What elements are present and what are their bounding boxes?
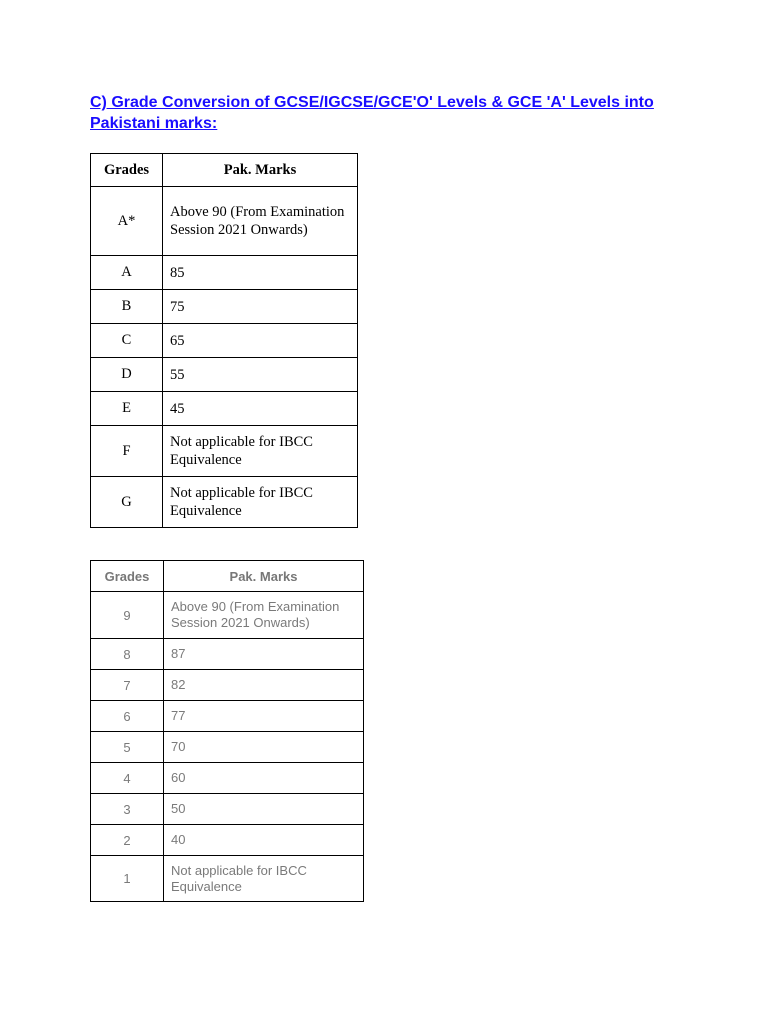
table-row — [91, 856, 364, 902]
grade-cell: C — [91, 324, 163, 358]
table-row — [91, 290, 358, 324]
grade-cell: D — [91, 358, 163, 392]
table-row — [91, 670, 364, 701]
grade-cell: 2 — [91, 825, 164, 856]
table-row — [91, 477, 358, 528]
table-row — [91, 794, 364, 825]
table-row — [91, 732, 364, 763]
grade-cell: 3 — [91, 794, 164, 825]
grade-cell: 8 — [91, 639, 164, 670]
section-heading[interactable] — [90, 92, 690, 134]
table-header-row — [91, 154, 358, 187]
grade-cell: F — [91, 426, 163, 477]
pak-marks-header: Pak. Marks — [164, 561, 364, 592]
marks-cell: Not applicable for IBCC Equivalence — [163, 426, 358, 477]
numeric-grade-table — [90, 560, 364, 902]
marks-cell: 45 — [163, 392, 358, 426]
marks-cell: 77 — [164, 701, 364, 732]
marks-cell: 70 — [164, 732, 364, 763]
marks-cell: 87 — [164, 639, 364, 670]
table-row — [91, 639, 364, 670]
pak-marks-header: Pak. Marks — [163, 154, 358, 187]
grade-cell: A* — [91, 187, 163, 256]
table-row — [91, 426, 358, 477]
table-row — [91, 392, 358, 426]
marks-cell: 82 — [164, 670, 364, 701]
table-row — [91, 324, 358, 358]
table-header-row — [91, 561, 364, 592]
table-row — [91, 256, 358, 290]
table-row — [91, 763, 364, 794]
grade-cell: 5 — [91, 732, 164, 763]
marks-cell: Above 90 (From Examination Session 2021 Onwards) — [164, 592, 364, 639]
grades-header: Grades — [91, 154, 163, 187]
table-row — [91, 592, 364, 639]
marks-cell: 55 — [163, 358, 358, 392]
marks-cell: Above 90 (From Examination Session 2021 Onwards) — [163, 187, 358, 256]
grade-cell: E — [91, 392, 163, 426]
table-row — [91, 701, 364, 732]
table-row — [91, 187, 358, 256]
grade-cell: G — [91, 477, 163, 528]
section-heading-link[interactable]: C) Grade Conversion of GCSE/IGCSE/GCE'O' Levels & GCE 'A' Levels into Pakistani marks: — [90, 94, 654, 132]
marks-cell: 50 — [164, 794, 364, 825]
grade-cell: 6 — [91, 701, 164, 732]
marks-cell: 65 — [163, 324, 358, 358]
grade-cell: 4 — [91, 763, 164, 794]
marks-cell: 75 — [163, 290, 358, 324]
letter-grade-table — [90, 153, 358, 528]
marks-cell: 60 — [164, 763, 364, 794]
grade-cell: 1 — [91, 856, 164, 902]
grade-cell: B — [91, 290, 163, 324]
marks-cell: 85 — [163, 256, 358, 290]
marks-cell: Not applicable for IBCC Equivalence — [163, 477, 358, 528]
table-row — [91, 825, 364, 856]
marks-cell: 40 — [164, 825, 364, 856]
marks-cell: Not applicable for IBCC Equivalence — [164, 856, 364, 902]
table-row — [91, 358, 358, 392]
grade-cell: 7 — [91, 670, 164, 701]
grade-cell: A — [91, 256, 163, 290]
grades-header: Grades — [91, 561, 164, 592]
grade-cell: 9 — [91, 592, 164, 639]
